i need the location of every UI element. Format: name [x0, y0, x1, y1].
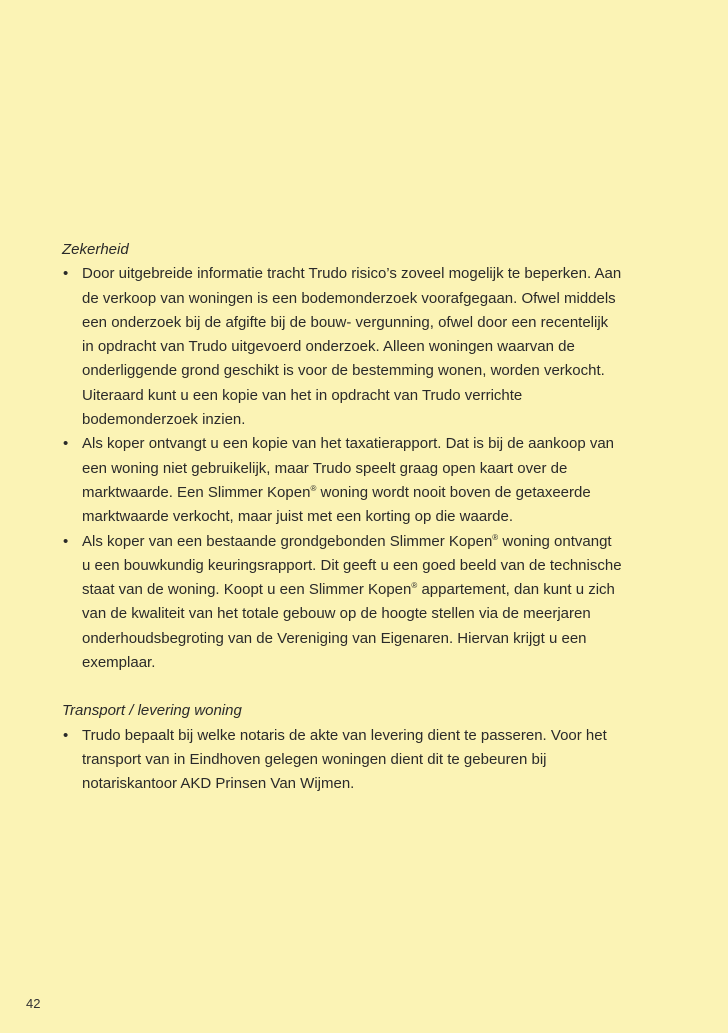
- list-item: [62, 432, 622, 529]
- list-item-text: Door uitgebreide informatie tracht Trudo risico’s zoveel mogelijk te beperken. Aan de verkoop van woningen is een bodemonderzoek voorafgegaan. Ofwel middels een onderzoek bij de afgifte bij de bouw- vergunning, ofwel door een recentelijk in opdracht van Trudo uitgevoerd onderzoek. Alleen woningen waarvan de onderliggende grond geschikt is voor de bestemming wonen, worden verkocht. Uiteraard kunt u een kopie van het in opdracht van Trudo verrichte bodemonderzoek inzien.: [82, 265, 622, 429]
- page-content: [62, 238, 622, 797]
- section-heading: Transport / levering woning: [62, 702, 242, 720]
- bullet-icon: •: [63, 435, 69, 453]
- list-item-text: woning ontvangt u een bouwkundig keuringsrapport. Dit geeft u een goed beeld van de technische staat van de woning. Koopt u een Slimmer Kopen: [82, 532, 622, 599]
- list-item: [62, 530, 622, 676]
- section-transport: [62, 699, 622, 796]
- list-item-text: Trudo bepaalt bij welke notaris de akte van levering dient te passeren. Voor het transport van in Eindhoven gelegen woningen dient dit te gebeuren bij notariskantoor AKD Prinsen Van Wijmen.: [82, 726, 607, 793]
- bullet-list: [62, 262, 622, 675]
- section-zekerheid: [62, 238, 622, 675]
- bullet-icon: •: [63, 532, 69, 550]
- list-item: [62, 262, 622, 432]
- bullet-icon: •: [63, 265, 69, 283]
- list-item: [62, 724, 622, 797]
- list-item-text: appartement, dan kunt u zich van de kwaliteit van het totale gebouw op de hoogte stellen via de meerjaren onderhoudsbegroting van de Vereniging van Eigenaren. Hiervan krijgt u een exemplaar.: [82, 581, 615, 672]
- registered-mark: ®: [411, 581, 418, 591]
- registered-mark: ®: [492, 532, 499, 542]
- section-heading: Zekerheid: [62, 241, 129, 258]
- list-item-text: woning wordt nooit boven de getaxeerde marktwaarde verkocht, maar juist met een korting op die waarde.: [82, 483, 591, 526]
- registered-mark: ®: [310, 483, 317, 493]
- page-number: 42: [26, 996, 41, 1011]
- list-item-text: Als koper van een bestaande grondgebonden Slimmer Kopen: [82, 532, 493, 550]
- bullet-icon: •: [63, 726, 69, 744]
- list-item-text: Als koper ontvangt u een kopie van het taxatierapport. Dat is bij de aankoop van een woning niet gebruikelijk, maar Trudo speelt graag open kaart over de marktwaarde. Een Slimmer Kopen: [82, 435, 615, 501]
- bullet-list: [62, 724, 622, 797]
